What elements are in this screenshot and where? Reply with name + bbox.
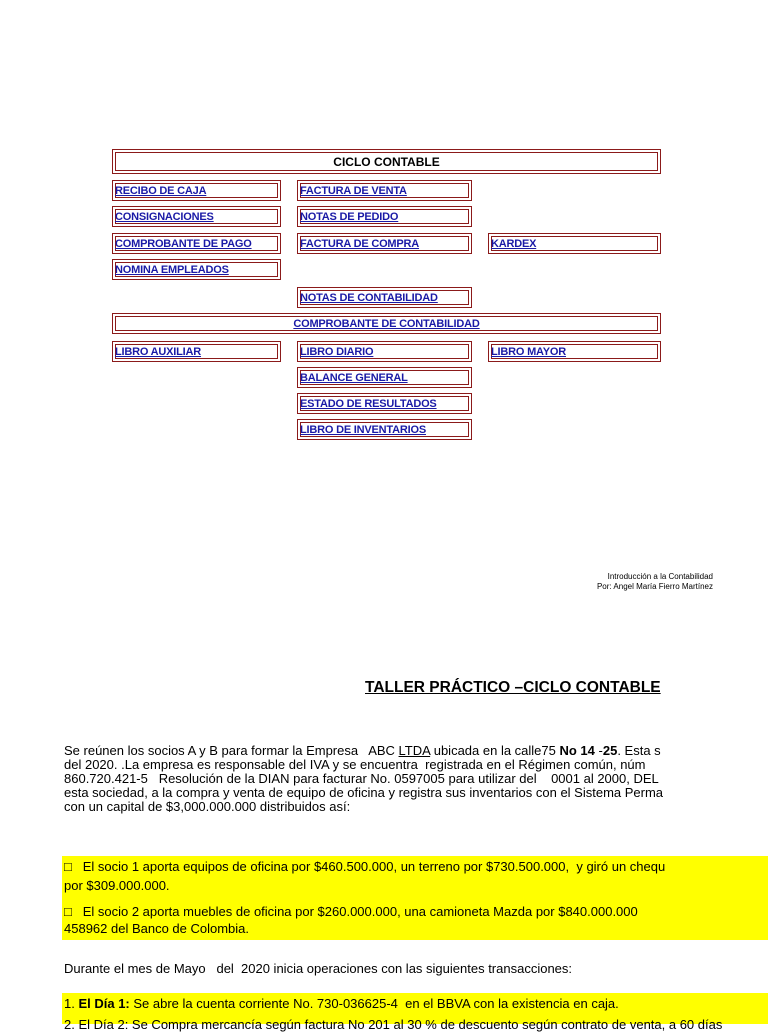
factura-venta-link[interactable]: FACTURA DE VENTA: [300, 184, 407, 197]
intro-line-1-c: -: [594, 743, 603, 758]
libro-mayor-link[interactable]: LIBRO MAYOR: [491, 345, 567, 358]
consignaciones-box: [112, 206, 281, 227]
address-suffix: 25: [602, 743, 618, 758]
taller-title: TALLER PRÁCTICO –CICLO CONTABLE: [365, 679, 661, 696]
credit-line-1: Introducción a la Contabilidad: [607, 572, 713, 581]
socio1-line-1: □ El socio 1 aporta equipos de oficina por $460.500.000, un terreno por $730.500.000, y giró un chequ: [64, 859, 666, 874]
intro-line-1-d: . Esta s: [617, 743, 661, 758]
factura-compra-box: [297, 233, 472, 254]
kardex-box: [488, 233, 661, 254]
kardex-link[interactable]: KARDEX: [491, 237, 537, 250]
socio2-line-1: □ El socio 2 aporta muebles de oficina por $260.000.000, una camioneta Mazda por $840.000.000: [64, 904, 638, 919]
notas-pedido-box: [297, 206, 472, 227]
ltda-text: LTDA: [398, 743, 431, 758]
libro-diario-box: [297, 341, 472, 362]
libro-inventarios-link[interactable]: LIBRO DE INVENTARIOS: [300, 423, 426, 436]
comprobante-contabilidad-box: [112, 313, 661, 334]
author-credit: [597, 572, 713, 592]
libro-mayor-box: [488, 341, 661, 362]
transaction-1-text: Se abre la cuenta corriente No. 730-036625-4 en el BBVA con la existencia en caja.: [129, 996, 619, 1011]
recibo-caja-link[interactable]: RECIBO DE CAJA: [115, 184, 207, 197]
libro-diario-link[interactable]: LIBRO DIARIO: [300, 345, 374, 358]
intro-line-1-a: Se reúnen los socios A y B para formar la Empresa ABC: [64, 743, 399, 758]
ciclo-contable-title-box: [112, 149, 661, 174]
factura-venta-box: [297, 180, 472, 201]
recibo-caja-box: [112, 180, 281, 201]
address-number: No 14: [559, 743, 595, 758]
factura-compra-link[interactable]: FACTURA DE COMPRA: [300, 237, 420, 250]
balance-general-box: [297, 367, 472, 388]
estado-resultados-link[interactable]: ESTADO DE RESULTADOS: [300, 397, 437, 410]
socio2-line-2: 458962 del Banco de Colombia.: [64, 921, 250, 936]
durante-text: Durante el mes de Mayo del 2020 inicia operaciones con las siguientes transacciones:: [64, 961, 573, 976]
consignaciones-link[interactable]: CONSIGNACIONES: [115, 210, 214, 223]
intro-line-3: 860.720.421-5 Resolución de la DIAN para facturar No. 0597005 para utilizar del 0001 al 2000, DEL: [64, 771, 659, 786]
notas-contabilidad-link[interactable]: NOTAS DE CONTABILIDAD: [300, 291, 438, 304]
transaction-1-day: El Día 1:: [78, 996, 130, 1011]
comprobante-contabilidad-link[interactable]: COMPROBANTE DE CONTABILIDAD: [293, 317, 480, 330]
intro-line-1: [64, 744, 661, 758]
estado-resultados-box: [297, 393, 472, 414]
nomina-empleados-box: [112, 259, 281, 280]
libro-inventarios-box: [297, 419, 472, 440]
libro-auxiliar-box: [112, 341, 281, 362]
nomina-empleados-link[interactable]: NOMINA EMPLEADOS: [115, 263, 229, 276]
intro-line-4: esta sociedad, a la compra y venta de equipo de oficina y registra sus inventarios con el Sistema Perma: [64, 785, 664, 800]
credit-line-2: Por: Angel María Fierro Martínez: [596, 582, 713, 591]
notas-contabilidad-box: [297, 287, 472, 308]
comprobante-pago-box: [112, 233, 281, 254]
intro-line-2: del 2020. .La empresa es responsable del IVA y se encuentra registrada en el Régimen común, núm: [64, 757, 646, 772]
libro-auxiliar-link[interactable]: LIBRO AUXILIAR: [115, 345, 202, 358]
transaction-2-partial: 2. El Día 2: Se Compra mercancía según factura No 201 al 30 % de descuento según contrato de venta, a 60 días: [64, 1017, 723, 1032]
intro-line-5: con un capital de $3,000.000.000 distribuidos así:: [64, 799, 351, 814]
ciclo-contable-title: CICLO CONTABLE: [333, 154, 440, 169]
comprobante-pago-link[interactable]: COMPROBANTE DE PAGO: [115, 237, 252, 250]
notas-pedido-link[interactable]: NOTAS DE PEDIDO: [300, 210, 399, 223]
balance-general-link[interactable]: BALANCE GENERAL: [300, 371, 408, 384]
transaction-1: [64, 997, 619, 1011]
intro-line-1-b: ubicada en la calle75: [430, 743, 560, 758]
socio1-line-2: por $309.000.000.: [64, 878, 170, 893]
transaction-1-number: 1.: [64, 996, 79, 1011]
